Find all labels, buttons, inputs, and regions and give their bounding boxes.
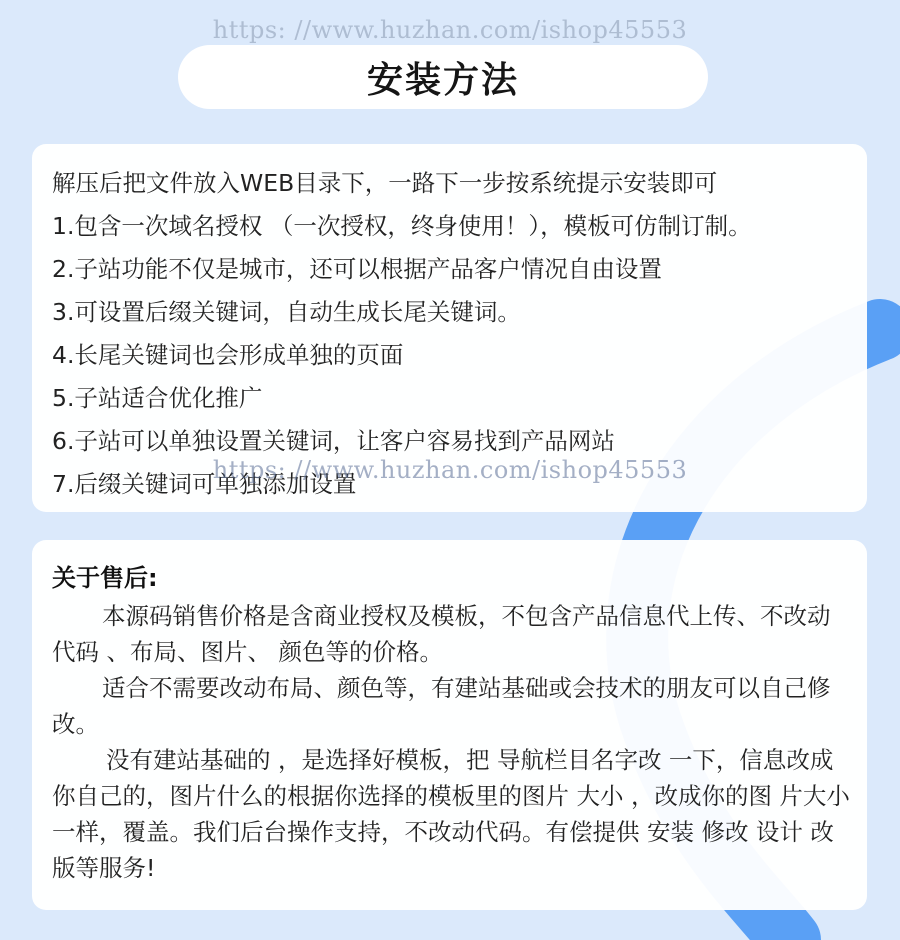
install-intro: 解压后把文件放入WEB目录下，一路下一步按系统提示安装即可 [52,169,718,197]
after-sales-paragraph-1: 本源码销售价格是含商业授权及模板，不包含产品信息代上传、不改动代码 、布局、图片、 颜色等的价格。 [52,602,831,666]
after-sales-paragraph-3: 没有建站基础的 ，是选择好模板，把 导航栏目名字改 一下，信息改成你自己的，图片什么的根据你选择的模板里的图片 大小 ，改成你的图 片大小一样，覆盖。我们后台操作支持，不改动代码。有偿提供 安装 修改 设计 改版等服务! [52,746,850,882]
install-item-6: 6.子站可以单独设置关键词，让客户容易找到产品网站 [52,427,615,455]
install-item-5: 5.子站适合优化推广 [52,384,263,412]
watermark-middle: https: //www.huzhan.com/ishop45553 [212,456,688,484]
page-title: 安装方法 [178,45,708,109]
install-item-1: 1.包含一次域名授权 （一次授权，终身使用！），模板可仿制订制。 [52,212,752,240]
install-item-2: 2.子站功能不仅是城市，还可以根据产品客户情况自由设置 [52,255,662,283]
install-item-7: 7.后缀关键词可单独添加设置 [52,470,357,498]
after-sales-paragraph-2: 适合不需要改动布局、颜色等，有建站基础或会技术的朋友可以自己修改。 [52,674,831,738]
install-item-3: 3.可设置后缀关键词，自动生成长尾关键词。 [52,298,521,326]
after-sales-card [32,540,867,910]
watermark-top: https: //www.huzhan.com/ishop45553 [212,16,688,44]
install-list [52,162,752,506]
after-sales-title: 关于售后: [52,564,158,592]
install-item-4: 4.长尾关键词也会形成单独的页面 [52,341,404,369]
